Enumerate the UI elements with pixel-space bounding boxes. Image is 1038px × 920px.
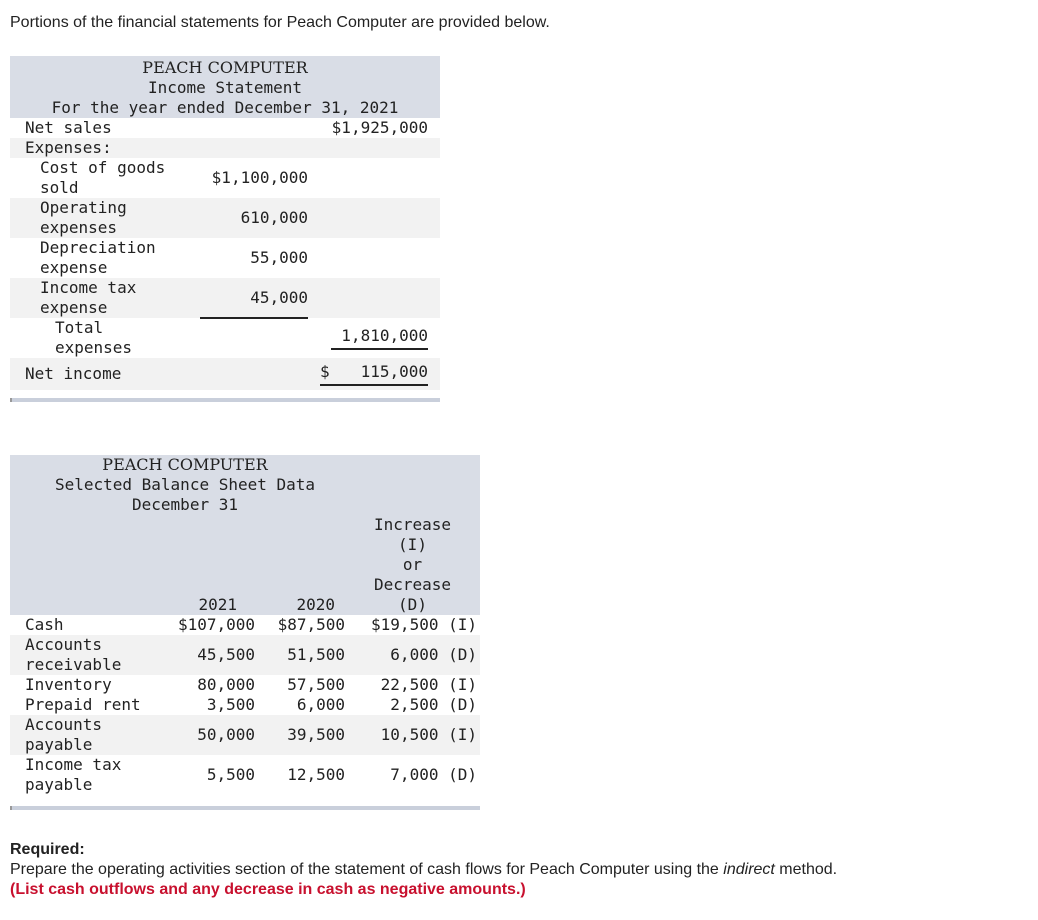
balance-company: PEACH COMPUTER: [102, 455, 268, 474]
row-label-accounts-receivable: Accounts receivable: [25, 635, 122, 674]
income-statement-table: [10, 56, 440, 390]
column-header-2020: 2020: [296, 595, 335, 614]
intro-text: Portions of the financial statements for Peach Computer are provided below.: [10, 14, 550, 31]
row-2021-accounts-receivable: 45,500: [197, 645, 255, 664]
row-change-accounts-payable: 10,500 (I): [380, 725, 477, 744]
row-2020-prepaid-rent: 6,000: [296, 695, 345, 714]
net-income-value: $ 115,000: [308, 358, 440, 390]
expense-value-depreciation: 55,000: [250, 248, 308, 267]
balance-table-bottom-bar: [10, 806, 480, 810]
required-instructions: Prepare the operating activities section of the statement of cash flows for Peach Computer using the indirect method.: [10, 861, 838, 878]
row-change-income-tax-payable: 7,000 (D): [390, 765, 477, 784]
change-column-header: Increase (I) or Decrease: [373, 515, 452, 594]
net-income-label: Net income: [25, 364, 122, 383]
total-expenses-label: Total expenses: [55, 318, 133, 357]
balance-title: Selected Balance Sheet Data: [54, 475, 316, 494]
column-header-2021: 2021: [198, 595, 237, 614]
change-column-header-d: (D): [398, 595, 427, 614]
expense-value-operating: 610,000: [240, 208, 308, 227]
row-label-accounts-payable: Accounts payable: [25, 715, 103, 754]
row-2020-accounts-receivable: 51,500: [287, 645, 345, 664]
row-2021-cash: $107,000: [177, 615, 255, 634]
expense-label-income-tax: Income tax expense: [40, 278, 137, 317]
row-label-cash: Cash: [25, 615, 64, 634]
required-block: [10, 840, 837, 900]
row-2021-inventory: 80,000: [197, 675, 255, 694]
row-change-accounts-receivable: 6,000 (D): [390, 645, 477, 664]
row-2021-prepaid-rent: 3,500: [206, 695, 255, 714]
row-change-inventory: 22,500 (I): [380, 675, 477, 694]
balance-date: December 31: [132, 495, 238, 514]
expense-value-income-tax: 45,000: [200, 278, 308, 318]
total-expenses-value: 1,810,000: [308, 318, 440, 358]
expense-label-operating: Operating expenses: [40, 198, 127, 237]
row-2020-accounts-payable: 39,500: [287, 725, 345, 744]
expense-label-depreciation: Depreciation expense: [40, 238, 156, 277]
row-2021-income-tax-payable: 5,500: [206, 765, 255, 784]
income-company: PEACH COMPUTER: [142, 58, 308, 77]
income-period: For the year ended December 31, 2021: [51, 98, 399, 117]
expense-label-cogs: Cost of goods sold: [40, 158, 166, 197]
row-2020-inventory: 57,500: [287, 675, 345, 694]
expense-value-cogs: $1,100,000: [211, 168, 308, 187]
net-sales-label: Net sales: [25, 118, 112, 137]
expenses-label: Expenses:: [25, 138, 112, 157]
row-2020-income-tax-payable: 12,500: [287, 765, 345, 784]
required-title: Required:: [10, 841, 85, 858]
balance-sheet-table: [10, 455, 480, 795]
row-label-income-tax-payable: Income tax payable: [25, 755, 122, 794]
row-2021-accounts-payable: 50,000: [197, 725, 255, 744]
net-sales-value: $1,925,000: [331, 118, 428, 137]
row-label-prepaid-rent: Prepaid rent: [25, 695, 141, 714]
row-2020-cash: $87,500: [277, 615, 345, 634]
income-table-bottom-bar: [10, 398, 440, 402]
row-label-inventory: Inventory: [25, 675, 112, 694]
income-title: Income Statement: [147, 78, 303, 97]
row-change-cash: $19,500 (I): [371, 615, 477, 634]
row-change-prepaid-rent: 2,500 (D): [390, 695, 477, 714]
required-note: (List cash outflows and any decrease in cash as negative amounts.): [10, 881, 526, 898]
